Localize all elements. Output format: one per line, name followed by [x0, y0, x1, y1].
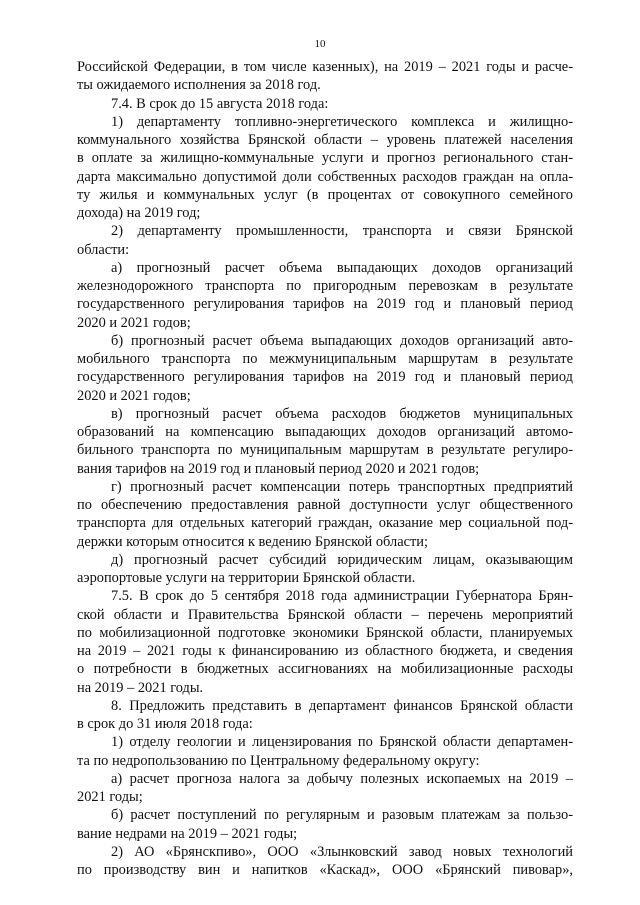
text-line: дохода) на 2019 год; [77, 205, 201, 221]
text-line: а) расчет прогноза налога за добычу полезных ископаемых на 2019 – [111, 770, 573, 787]
text-line: 1) отделу геологии и лицензирования по Брянской области департамен- [111, 734, 573, 751]
text-line: государственного регулирования тарифов на 2019 год и плановый период [77, 369, 573, 386]
text-line: в оплате за жилищно-коммунальные услуги и прогноз регионального стан- [77, 150, 573, 167]
text-line: государственного регулирования тарифов на 2019 год и плановый период [77, 296, 573, 313]
text-line: 8. Предложить представить в департамент финансов Брянской области [111, 697, 573, 714]
text-line: 7.4. В срок до 15 августа 2018 года: [111, 95, 329, 112]
document-body [77, 58, 573, 879]
text-line: о потребности в бюджетных ассигнованиях на мобилизационные расходы [77, 661, 573, 678]
text-line: 2) АО «Брянскпиво», ООО «Злынковский завод новых технологий [111, 843, 573, 860]
text-line: 2020 и 2021 годов; [77, 387, 191, 404]
text-line: транспорта для отдельных категорий граждан, оказание мер социальной под- [77, 515, 573, 532]
text-line: ты ожидаемого исполнения за 2018 год. [77, 77, 321, 94]
text-line: 1) департаменту топливно-энергетического комплекса и жилищно- [111, 113, 573, 130]
text-line: на 2019 – 2021 годы к финансированию из областного бюджета, и сведения [77, 643, 573, 659]
text-line: 2021 годы; [77, 789, 143, 805]
text-line: области: [77, 241, 130, 258]
text-line: на 2019 – 2021 годы. [77, 679, 204, 696]
text-line: аэропортовые услуги на территории Брянской области. [77, 570, 416, 586]
text-line: б) прогнозный расчет объема выпадающих доходов организаций авто- [111, 332, 573, 349]
text-line: в срок до 31 июля 2018 года: [77, 716, 253, 732]
text-line: Российской Федерации, в том числе казенных), на 2019 – 2021 годы и расче- [77, 59, 573, 75]
text-line: по мобилизационной подготовке экономики Брянской области, планируемых [77, 624, 573, 641]
text-line: 2020 и 2021 годов; [77, 314, 191, 331]
text-line: мобильного транспорта по межмуниципальным маршрутам в результате [77, 351, 573, 367]
text-line: коммунального хозяйства Брянской области – уровень платежей населения [77, 132, 573, 148]
text-line: по производству вин и напитков «Каскад», ООО «Брянский пивовар», [77, 862, 573, 878]
text-line: держки которым относится к ведению Брянской области; [77, 533, 428, 550]
page-number: 10 [314, 38, 326, 50]
text-line: дарта максимально допустимой доли собственных расходов граждан на опла- [77, 168, 573, 185]
text-line: 2) департаменту промышленности, транспорта и связи Брянской [111, 223, 573, 240]
text-line: та по недропользованию по Центральному федеральному округу: [77, 752, 480, 769]
text-line: в) прогнозный расчет объема расходов бюджетов муниципальных [111, 405, 573, 422]
text-line: ской области и Правительства Брянской области – перечень мероприятий [77, 606, 573, 623]
text-line: бильного транспорта по муниципальным маршрутам в результате регулиро- [77, 442, 573, 459]
text-line: 7.5. В срок до 5 сентября 2018 года администрации Губернатора Брян- [111, 588, 573, 605]
text-line: образований на компенсацию выпадающих доходов организаций автомо- [77, 424, 573, 440]
text-line: железнодорожного транспорта по пригородным перевозкам в результате [77, 278, 573, 294]
text-line: б) расчет поступлений по регулярным и разовым платежам за пользо- [111, 807, 573, 824]
text-line: а) прогнозный расчет объема выпадающих доходов организаций [111, 259, 573, 276]
text-line: по обеспечению предоставления равной доступности услуг общественного [77, 497, 573, 513]
text-line: д) прогнозный расчет субсидий юридическим лицам, оказывающим [111, 551, 573, 568]
text-line: г) прогнозный расчет компенсации потерь транспортных предприятий [111, 478, 573, 495]
text-line: ту жилья и коммунальных услуг (в процентах от совокупного семейного [77, 186, 573, 203]
text-line: вание недрами на 2019 – 2021 годы; [77, 825, 298, 842]
text-line: вания тарифов на 2019 год и плановый период 2020 и 2021 годов; [77, 460, 480, 477]
